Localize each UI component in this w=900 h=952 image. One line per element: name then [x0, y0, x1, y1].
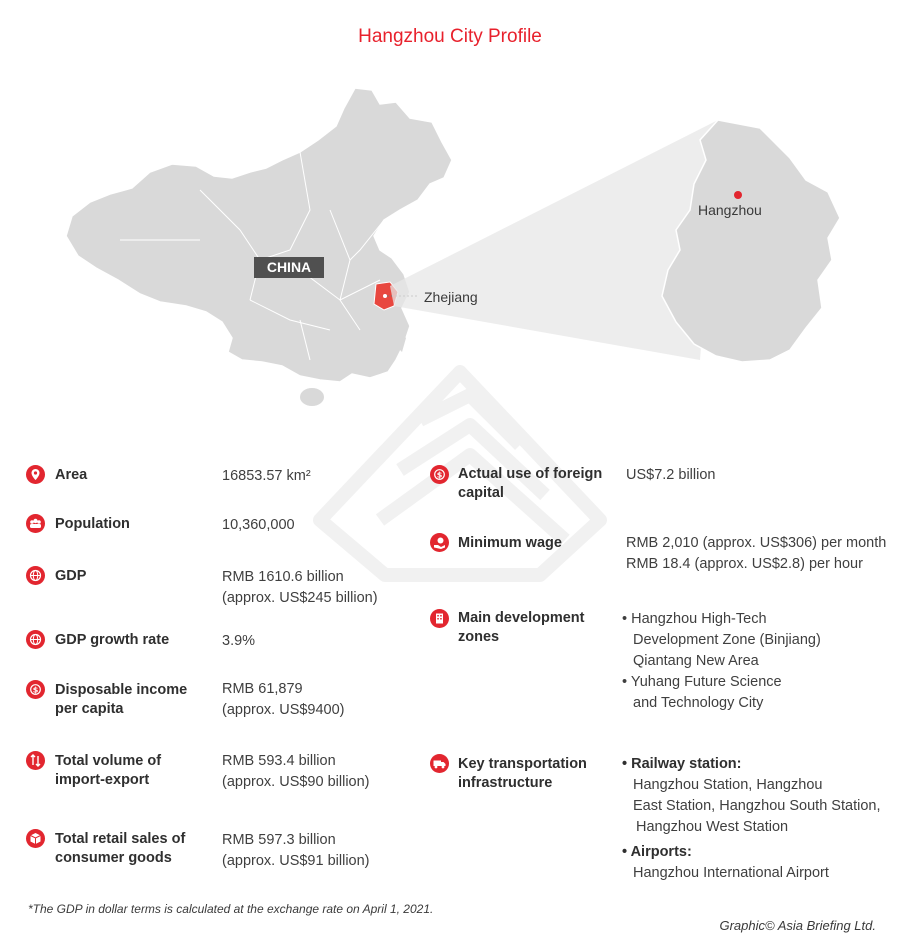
label-line: per capita: [55, 701, 124, 717]
area-label: Area: [55, 467, 88, 483]
page-title: Hangzhou City Profile: [358, 26, 542, 47]
label-line: zones: [458, 629, 500, 645]
list-item: Development Zone (Binjiang): [633, 632, 821, 648]
disposable-income-label: [55, 681, 187, 719]
label-line: capital: [458, 485, 504, 501]
list-item: and Technology City: [633, 695, 764, 711]
trade-arrows-icon: [26, 751, 45, 770]
retail-sales-label: [55, 830, 185, 868]
population-label: Population: [55, 516, 130, 532]
area-value: 16853.57 km²: [222, 468, 311, 484]
dev-zones-list: [622, 609, 821, 714]
list-item: • Hangzhou High-Tech: [622, 611, 767, 627]
gdp-growth-label: GDP growth rate: [55, 632, 170, 648]
gdp-value-line: (approx. US$245 billion): [222, 590, 378, 606]
building-icon: [430, 609, 449, 628]
foreign-capital-label: [458, 465, 602, 503]
railway-heading: • Railway station:: [622, 756, 742, 772]
hangzhou-label: Hangzhou: [698, 202, 762, 218]
people-icon: [26, 514, 45, 533]
value-line: (approx. US$91 billion): [222, 853, 370, 869]
dev-zones-label: [458, 609, 585, 647]
label-line: Key transportation: [458, 756, 587, 772]
value-line: RMB 18.4 (approx. US$2.8) per hour: [626, 556, 863, 572]
footnote: *The GDP in dollar terms is calculated at the exchange rate on April 1, 2021.: [28, 902, 434, 916]
gdp-value: [222, 567, 378, 609]
label-line: infrastructure: [458, 775, 553, 791]
label-line: Disposable income: [55, 682, 188, 698]
value-line: (approx. US$9400): [222, 702, 345, 718]
list-item: Hangzhou Station, Hangzhou: [633, 777, 823, 793]
label-line: Main development: [458, 610, 585, 626]
value-line: (approx. US$90 billion): [222, 774, 370, 790]
label-line: Total retail sales of: [55, 831, 186, 847]
china-map: [66, 88, 452, 382]
minimum-wage-label: Minimum wage: [458, 535, 562, 551]
airports-heading: • Airports:: [622, 844, 692, 860]
transport-label: [458, 755, 587, 793]
gdp-value-line: RMB 1610.6 billion: [222, 569, 344, 585]
box-icon: [26, 829, 45, 848]
list-item: East Station, Hangzhou South Station,: [633, 798, 881, 814]
label-line: import-export: [55, 772, 150, 788]
population-value: 10,360,000: [222, 517, 295, 533]
gdp-label: GDP: [55, 568, 87, 584]
location-pin-icon: [26, 465, 45, 484]
list-item: Hangzhou International Airport: [633, 865, 829, 881]
foreign-capital-value: US$7.2 billion: [626, 467, 716, 483]
label-line: consumer goods: [55, 850, 172, 866]
value-line: RMB 61,879: [222, 681, 303, 697]
list-item: Qiantang New Area: [633, 653, 759, 669]
map-graphic: [0, 60, 900, 420]
graphic-credit: Graphic© Asia Briefing Ltd.: [719, 918, 876, 933]
dollar-coin-icon: [430, 465, 449, 484]
value-line: RMB 2,010 (approx. US$306) per month: [626, 535, 887, 551]
value-line: RMB 593.4 billion: [222, 753, 336, 769]
china-label: CHINA: [254, 257, 324, 278]
dollar-coin-icon: [26, 680, 45, 699]
svg-text:$: $: [32, 685, 39, 695]
label-line: Total volume of: [55, 753, 162, 769]
svg-text:$: $: [436, 470, 443, 480]
transport-list: [622, 754, 880, 884]
minimum-wage-value: [626, 533, 886, 575]
list-item: • Yuhang Future Science: [622, 674, 782, 690]
globe-icon: [26, 630, 45, 649]
value-line: RMB 597.3 billion: [222, 832, 336, 848]
truck-icon: [430, 754, 449, 773]
label-line: Actual use of foreign: [458, 466, 603, 482]
disposable-income-value: [222, 679, 345, 721]
zhejiang-label: Zhejiang: [424, 289, 478, 305]
list-item: Hangzhou West Station: [636, 819, 789, 835]
import-export-label: [55, 752, 161, 790]
gdp-growth-value: 3.9%: [222, 633, 256, 649]
retail-sales-value: [222, 830, 370, 872]
globe-icon: [26, 566, 45, 585]
import-export-value: [222, 751, 370, 793]
hand-coin-icon: [430, 533, 449, 552]
